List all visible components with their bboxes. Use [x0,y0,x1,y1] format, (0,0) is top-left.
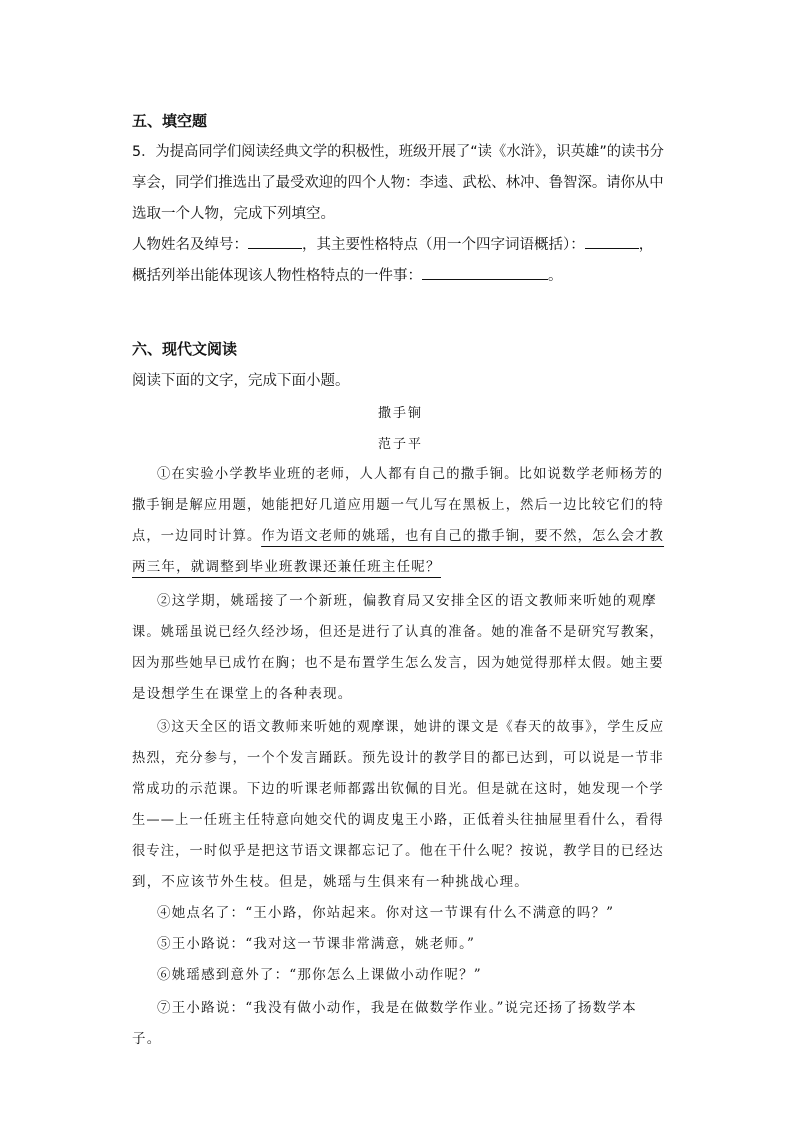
answer-blank-name[interactable] [248,234,302,249]
section-five-heading: 五、填空题 [132,112,208,130]
reading-instruction: 阅读下面的文字，完成下面小题。 [132,373,350,389]
paragraph-line: ③这天全区的语文教师来听她的观摩课，她讲的课文是《春天的故事》，学生反应 [157,719,665,735]
answer-blank-event[interactable] [422,265,548,280]
paragraph-segment: 点，一边同时计算。 [132,528,262,544]
fill-line-one [132,233,653,254]
paragraph-line: ②这学期，姚瑶接了一个新班，偏教育局又安排全区的语文教师来听她的观摩 [157,593,657,609]
paragraph-line: 是设想学生在课堂上的各种表现。 [132,686,353,702]
paragraph-line [132,524,664,544]
answer-blank-trait[interactable] [585,234,639,249]
paragraph-line: ④她点名了：“王小路，你站起来。你对这一节课有什么不满意的吗？” [157,905,615,921]
question-text-line: 享会，同学们推选出了最受欢迎的四个人物：李逵、武松、林冲、鲁智深。请你从中 [132,175,664,191]
underlined-sentence: 作为语文老师的姚瑶，也有自己的撒手锏，要不然，怎么会才教 [261,528,664,547]
paragraph-line: 撒手锏是解应用题，她能把好几道应用题一气儿写在黑板上，然后一边比较它们的特 [132,497,664,513]
paragraph-line: 常成功的示范课。下边的听课老师都露出钦佩的目光。但是就在这时，她发现一个学 [132,781,664,797]
fill-label-event: 概括列举出能体现该人物性格特点的一件事： [132,268,422,284]
paragraph-line: ⑥姚瑶感到意外了：“那你怎么上课做小动作呢？” [157,967,482,983]
article-author: 范子平 [378,437,424,452]
paragraph-line: 因为那些她早已成竹在胸；也不是布置学生怎么发言，因为她觉得那样太假。她主要 [132,655,664,671]
question-text-line: 选取一个人物，完成下列填空。 [132,206,335,222]
paragraph-line: ①在实验小学教毕业班的老师，人人都有自己的撒手锏。比如说数学老师杨芳的 [157,466,664,482]
fill-comma: ， [638,237,654,253]
fill-label-trait: ，其主要性格特点（用一个四字词语概括）： [302,237,585,253]
fill-period: 。 [548,268,563,284]
underlined-sentence: 两三年，就调整到毕业班教课还兼任班主任呢？ [132,559,441,578]
paragraph-line: 课。姚瑶虽说已经久经沙场，但还是进行了认真的准备。她的准备不是研究写教案， [132,624,664,640]
paragraph-line: 很专注，一时似乎是把这节语文课都忘记了。他在干什么呢？按说，教学目的已经达 [132,843,664,859]
paragraph-line [132,555,441,575]
paragraph-line: 生——上一任班主任特意向她交代的调皮鬼王小路，正低着头往抽屉里看什么，看得 [132,812,664,828]
question-text-line: 5．为提高同学们阅读经典文学的积极性，班级开展了“读《水浒》，识英雄”的读书分 [132,144,664,160]
article-title: 撒手锏 [378,406,424,421]
paragraph-line: ⑤王小路说：“我对这一节课非常满意，姚老师。” [157,936,476,952]
section-six-heading: 六、现代文阅读 [132,340,238,358]
paragraph-line: 热烈，充分参与，一个个发言踊跃。预先设计的教学目的都已达到，可以说是一节非 [132,750,664,766]
paragraph-line: 到，不应该节外生枝。但是，姚瑶与生俱来有一种挑战心理。 [132,874,529,890]
paragraph-line: 子。 [132,1031,162,1047]
paragraph-line: ⑦王小路说：“我没有做小动作，我是在做数学作业。”说完还扬了扬数学本 [157,1000,637,1016]
fill-line-two [132,264,563,285]
fill-label-name: 人物姓名及绰号： [132,237,248,253]
